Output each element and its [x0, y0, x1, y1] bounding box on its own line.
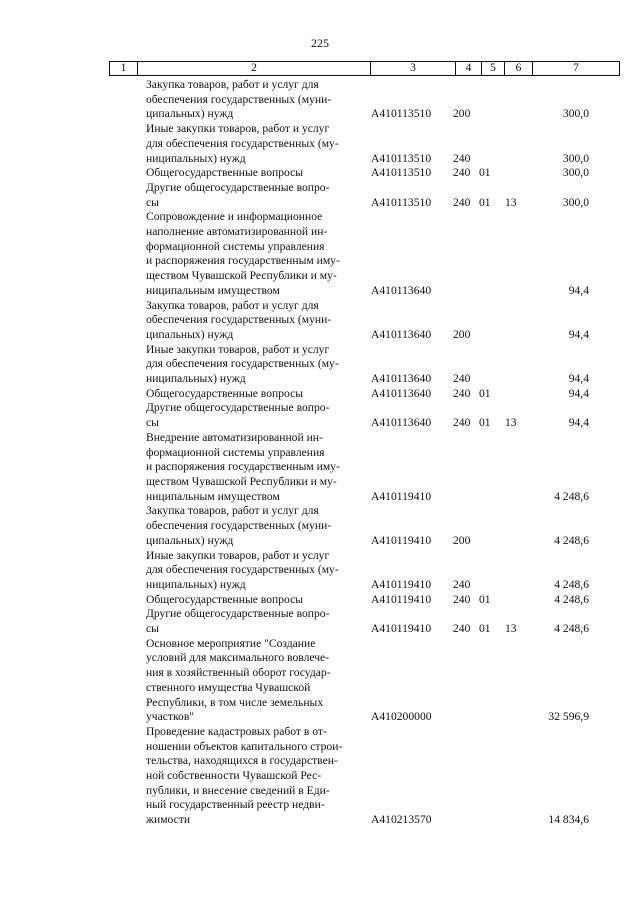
row-name-line: Проведение кадастровых работ в от-	[146, 724, 327, 738]
table-row	[0, 401, 640, 430]
row-amount: 94,4	[568, 327, 589, 341]
row-name-line: Закупка товаров, работ и услуг для	[146, 298, 319, 312]
row-code: А410113640	[371, 327, 432, 341]
row-code: А410119410	[371, 622, 432, 636]
row-name-line: обеспечения государственных (муни-	[146, 92, 332, 106]
row-col-5: 01	[479, 166, 491, 180]
row-name-line: ществом Чувашской Республики и му-	[146, 474, 337, 488]
row-name-line: Закупка товаров, работ и услуг для	[146, 504, 319, 518]
row-name-line: для обеспечения государственных (му-	[146, 357, 339, 371]
row-name-line: Общегосударственные вопросы	[146, 592, 304, 606]
row-code: А410213570	[371, 813, 432, 827]
row-name-line: для обеспечения государственных (му-	[146, 563, 339, 577]
page-number: 225	[311, 36, 329, 50]
row-name-line: ниципальных) нужд	[146, 577, 246, 591]
row-col-6: 13	[505, 622, 517, 636]
row-name-line: сы	[146, 416, 159, 430]
row-name	[146, 549, 354, 593]
row-col-4: 240	[453, 386, 471, 400]
row-amount: 4 248,6	[554, 489, 589, 503]
table-row	[0, 593, 640, 608]
row-code: А410113640	[371, 386, 432, 400]
row-code: А410200000	[371, 710, 432, 724]
row-col-4: 240	[453, 622, 471, 636]
row-col-6: 13	[505, 416, 517, 430]
row-name-line: ниципальных) нужд	[146, 151, 246, 165]
row-name	[146, 122, 354, 166]
row-name	[146, 210, 354, 298]
table-row	[0, 431, 640, 505]
row-amount: 4 248,6	[554, 622, 589, 636]
row-name-line: ный государственный реестр недви-	[146, 798, 325, 812]
row-code: А410119410	[371, 577, 432, 591]
header-col-7: 7	[573, 62, 579, 74]
row-col-4: 200	[453, 107, 471, 121]
row-amount: 32 596,9	[548, 710, 589, 724]
row-name-line: условий для максимального вовлече-	[146, 651, 330, 665]
table-row	[0, 637, 640, 725]
table-row	[0, 387, 640, 402]
row-name-line: ниципальным имуществом	[146, 489, 280, 503]
row-amount: 4 248,6	[554, 592, 589, 606]
row-name	[146, 431, 354, 505]
row-name-line: Основное мероприятие "Создание	[146, 636, 316, 650]
row-name-line: обеспечения государственных (муни-	[146, 313, 332, 327]
table-row	[0, 549, 640, 593]
row-col-6: 13	[505, 195, 517, 209]
table-row	[0, 210, 640, 298]
row-name-line: и распоряжения государственным иму-	[146, 460, 340, 474]
row-col-4: 240	[453, 166, 471, 180]
row-col-4: 240	[453, 577, 471, 591]
header-col-2: 2	[251, 62, 257, 74]
row-code: А410119410	[371, 592, 432, 606]
row-name-line: формационной системы управления	[146, 445, 325, 459]
row-name-line: ния в хозяйственный оборот государ-	[146, 666, 331, 680]
row-name-line: Сопровождение и информационное	[146, 210, 323, 224]
row-name-line: формационной системы управления	[146, 239, 325, 253]
row-code: А410119410	[371, 489, 432, 503]
row-col-5: 01	[479, 622, 491, 636]
row-name-line: Другие общегосударственные вопро-	[146, 401, 330, 415]
row-amount: 94,4	[568, 416, 589, 430]
row-name-line: Другие общегосударственные вопро-	[146, 180, 330, 194]
table-row	[0, 181, 640, 210]
row-name	[146, 181, 354, 210]
row-col-4: 240	[453, 592, 471, 606]
row-name-line: ношении объектов капитального строи-	[146, 739, 343, 753]
row-name-line: тельства, находящихся в государствен-	[146, 754, 338, 768]
row-amount: 4 248,6	[554, 533, 589, 547]
row-name-line: жимости	[146, 813, 191, 827]
row-name-line: наполнение автоматизированной ин-	[146, 225, 328, 239]
row-name-line: Иные закупки товаров, работ и услуг	[146, 342, 330, 356]
row-name-line: сы	[146, 622, 159, 636]
table-row	[0, 504, 640, 548]
header-col-5: 5	[490, 62, 496, 74]
row-col-5: 01	[479, 416, 491, 430]
row-name	[146, 401, 354, 430]
row-name	[146, 504, 354, 548]
table-row	[0, 78, 640, 122]
row-code: А410113510	[371, 166, 432, 180]
row-col-4: 240	[453, 372, 471, 386]
row-name-line: ной собственности Чувашской Рес-	[146, 769, 322, 783]
header-col-4: 4	[465, 62, 472, 74]
table-header	[109, 61, 620, 76]
table-row	[0, 343, 640, 387]
table-row	[0, 725, 640, 828]
row-name	[146, 166, 354, 181]
row-col-4: 200	[453, 327, 471, 341]
row-amount: 4 248,6	[554, 577, 589, 591]
row-name-line: Общегосударственные вопросы	[146, 386, 304, 400]
row-name-line: Иные закупки товаров, работ и услуг	[146, 122, 330, 136]
row-amount: 94,4	[568, 386, 589, 400]
row-amount: 14 834,6	[548, 813, 589, 827]
row-name-line: сы	[146, 195, 159, 209]
row-col-4: 240	[453, 151, 471, 165]
row-code: А410113510	[371, 107, 432, 121]
table-row	[0, 607, 640, 636]
row-name	[146, 607, 354, 636]
header-col-3: 3	[410, 62, 416, 74]
row-amount: 300,0	[562, 107, 589, 121]
row-name-line: ществом Чувашской Республики и му-	[146, 269, 337, 283]
row-amount: 94,4	[568, 372, 589, 386]
row-code: А410119410	[371, 533, 432, 547]
row-name-line: Республики, в том числе земельных	[146, 695, 324, 709]
row-name-line: и распоряжения государственным иму-	[146, 254, 340, 268]
table-row	[0, 122, 640, 166]
row-name-line: ниципальных) нужд	[146, 372, 246, 386]
row-name-line: ципальных) нужд	[146, 327, 234, 341]
row-name	[146, 343, 354, 387]
row-name	[146, 637, 354, 725]
row-amount: 300,0	[562, 151, 589, 165]
row-name-line: ниципальным имуществом	[146, 283, 280, 297]
row-name-line: для обеспечения государственных (му-	[146, 136, 339, 150]
row-name	[146, 299, 354, 343]
row-name-line: публики, и внесение сведений в Еди-	[146, 783, 330, 797]
row-name-line: ственного имущества Чувашской	[146, 680, 311, 694]
row-name-line: ципальных) нужд	[146, 107, 234, 121]
row-code: А410113640	[371, 416, 432, 430]
row-name-line: ципальных) нужд	[146, 533, 234, 547]
row-col-5: 01	[479, 592, 491, 606]
row-code: А410113640	[371, 283, 432, 297]
row-amount: 300,0	[562, 195, 589, 209]
row-col-4: 240	[453, 416, 471, 430]
row-code: А410113640	[371, 372, 432, 386]
row-name-line: Общегосударственные вопросы	[146, 166, 304, 180]
row-amount: 300,0	[562, 166, 589, 180]
row-col-5: 01	[479, 386, 491, 400]
row-name-line: Внедрение автоматизированной ин-	[146, 430, 323, 444]
row-col-5: 01	[479, 195, 491, 209]
table-row	[0, 166, 640, 181]
row-name-line: Закупка товаров, работ и услуг для	[146, 78, 319, 91]
header-col-6: 6	[515, 62, 522, 74]
row-name-line: участков"	[146, 710, 195, 724]
row-code: А410113510	[371, 151, 432, 165]
table-body	[0, 78, 640, 828]
row-name	[146, 387, 354, 402]
row-code: А410113510	[371, 195, 432, 209]
row-name-line: Иные закупки товаров, работ и услуг	[146, 548, 330, 562]
row-name	[146, 725, 354, 828]
row-amount: 94,4	[568, 283, 589, 297]
row-col-4: 240	[453, 195, 471, 209]
row-name	[146, 593, 354, 608]
row-col-4: 200	[453, 533, 471, 547]
row-name-line: обеспечения государственных (муни-	[146, 519, 332, 533]
header-col-1: 1	[120, 62, 127, 74]
table-row	[0, 299, 640, 343]
row-name	[146, 78, 354, 122]
row-name-line: Другие общегосударственные вопро-	[146, 607, 330, 621]
